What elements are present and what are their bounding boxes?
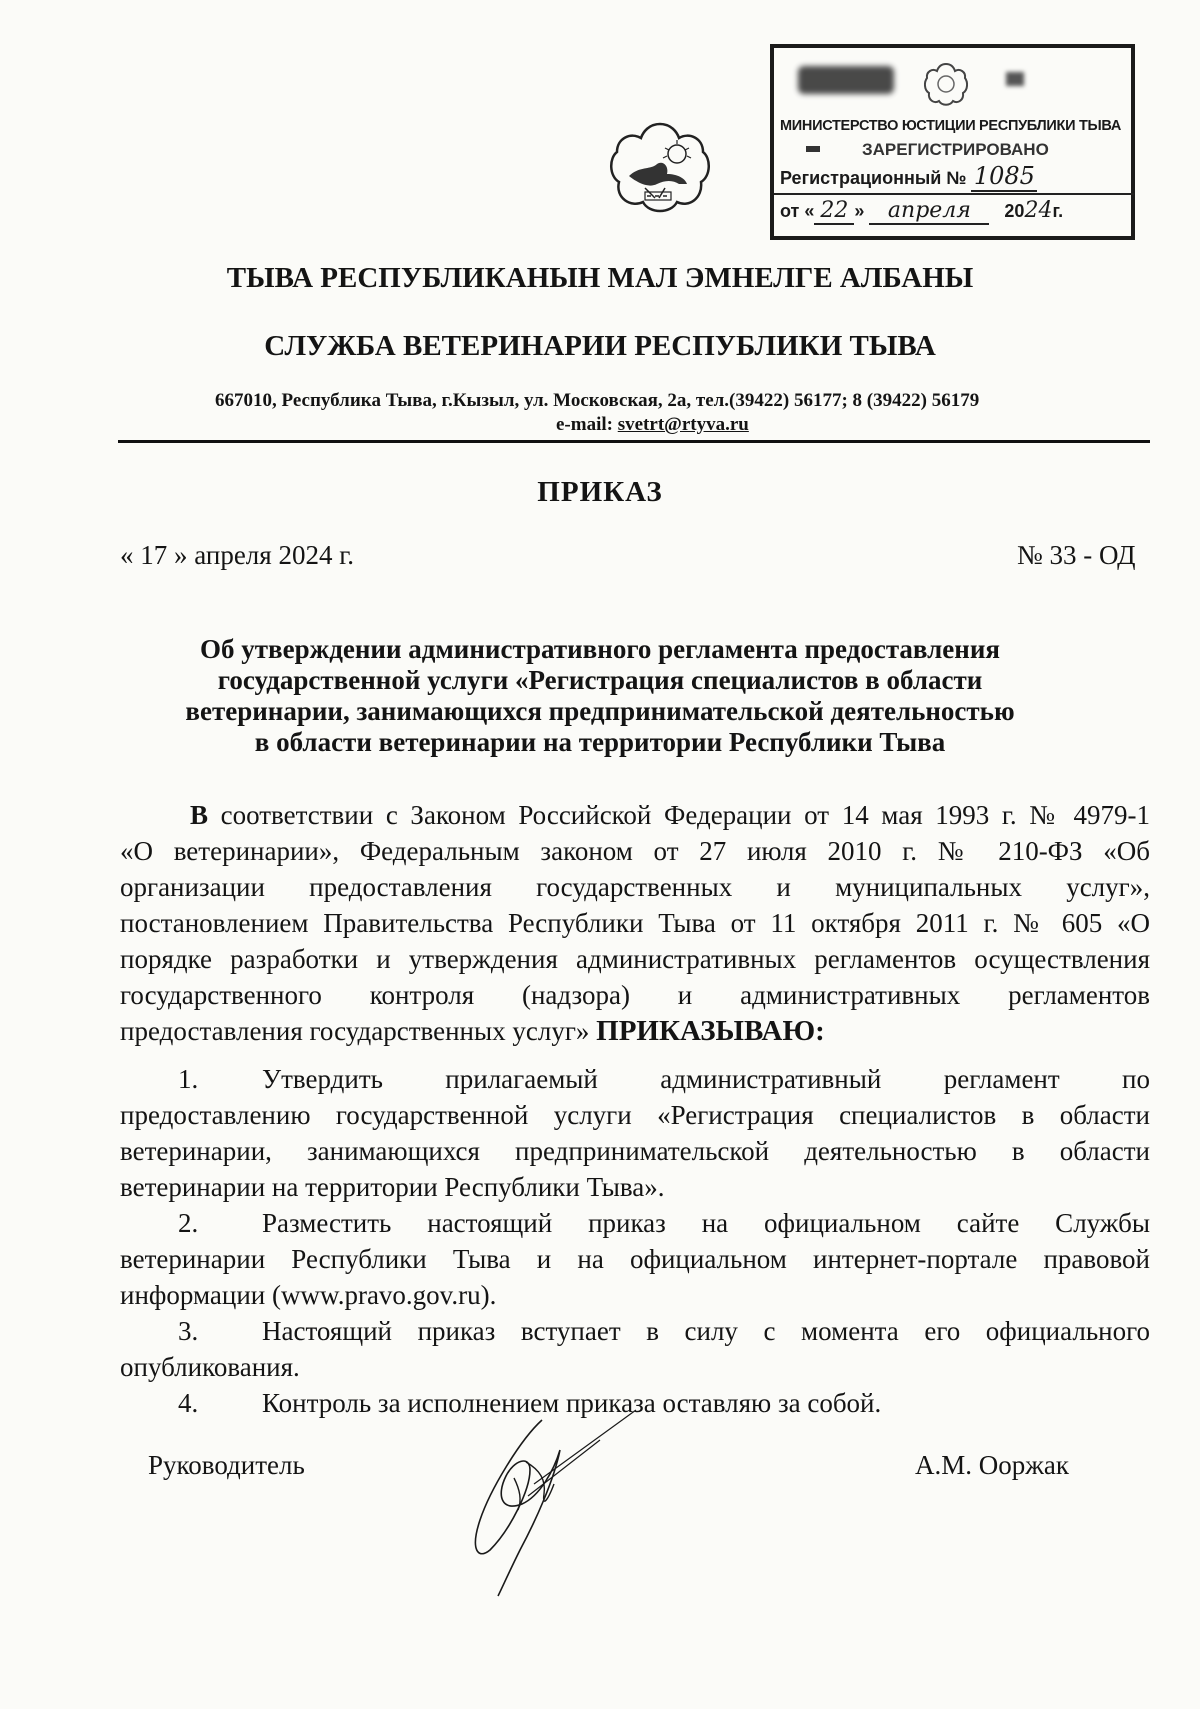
item-line: информации (www.pravo.gov.ru). bbox=[120, 1280, 497, 1310]
item-line: ветеринарии, занимающихся предпринимательской деятельностью в области bbox=[120, 1136, 1150, 1166]
stamp-blurred-mark bbox=[798, 66, 894, 94]
stamp-reg-label: Регистрационный № bbox=[780, 168, 967, 188]
doc-number: № 33 - ОД bbox=[1017, 540, 1136, 570]
preamble-line: предоставления государственных услуг» ПРИКАЗЫВАЮ: bbox=[120, 1015, 825, 1047]
header-email-label: e-mail: bbox=[556, 414, 618, 435]
order-item-1 bbox=[120, 1061, 1150, 1205]
preamble-line: «О ветеринарии», Федеральным законом от 27 июля 2010 г. № 210-ФЗ «Об bbox=[120, 836, 1150, 866]
header-title-tuvan: ТЫВА РЕСПУБЛИКАНЫН МАЛ ЭМНЕЛГЕ АЛБАНЫ bbox=[226, 262, 974, 294]
order-item-3 bbox=[120, 1313, 1150, 1385]
item-first-line: Контроль за исполнением приказа оставляю за собой. bbox=[262, 1388, 882, 1418]
doc-date: « 17 » апреля 2024 г. bbox=[120, 540, 354, 570]
stamp-year-suffix: 24 bbox=[1024, 198, 1053, 223]
stamp-small-mark bbox=[1006, 72, 1024, 86]
stamp-date-row bbox=[780, 198, 1063, 225]
item-number: 4. bbox=[178, 1388, 199, 1418]
stamp-registered-text: ЗАРЕГИСТРИРОВАНО bbox=[862, 140, 1049, 159]
registration-stamp bbox=[770, 44, 1135, 240]
stamp-day: 22 bbox=[820, 198, 849, 223]
stamp-year-end: г. bbox=[1052, 201, 1064, 221]
subject-line: государственной услуги «Регистрация специалистов в области bbox=[217, 665, 983, 695]
preamble-line: организации предоставления государственных и муниципальных услуг», bbox=[120, 872, 1150, 902]
item-number: 1. bbox=[178, 1064, 199, 1094]
signature-name: А.М. Ооржак bbox=[915, 1450, 1070, 1480]
order-word: ПРИКАЗЫВАЮ: bbox=[596, 1015, 825, 1047]
handwritten-signature bbox=[450, 1400, 650, 1600]
item-first-line: Разместить настоящий приказ на официальном сайте Службы bbox=[262, 1208, 1150, 1238]
subject-line: Об утверждении административного регламента предоставления bbox=[200, 634, 1000, 664]
preamble-line: государственного контроля (надзора) и административных регламентов bbox=[120, 980, 1150, 1010]
item-line: ветеринарии на территории Республики Тыва». bbox=[120, 1172, 665, 1202]
stamp-date-prefix: от « bbox=[780, 201, 815, 221]
item-line: предоставлению государственной услуги «Регистрация специалистов в области bbox=[120, 1100, 1150, 1130]
item-line: ветеринарии Республики Тыва и на официальном интернет-портале правовой bbox=[120, 1244, 1150, 1274]
order-item-2 bbox=[120, 1205, 1150, 1313]
doc-subject bbox=[0, 634, 1200, 758]
preamble-line: В соответствии с Законом Российской Федерации от 14 мая 1993 г. № 4979-1 bbox=[190, 800, 1150, 830]
item-first-line: Настоящий приказ вступает в силу с момента его официального bbox=[262, 1316, 1150, 1346]
stamp-ministry-text: МИНИСТЕРСТВО ЮСТИЦИИ РЕСПУБЛИКИ ТЫВА bbox=[780, 118, 1122, 134]
preamble bbox=[120, 797, 1150, 1049]
stamp-dash-mark bbox=[806, 146, 820, 152]
header-email-link[interactable]: svetrt@rtyva.ru bbox=[617, 414, 749, 435]
stamp-day-suffix: » bbox=[854, 201, 865, 221]
coat-of-arms-emblem bbox=[605, 118, 715, 218]
item-number: 2. bbox=[178, 1208, 199, 1238]
stamp-separator-line bbox=[774, 193, 1134, 195]
header-divider bbox=[118, 440, 1150, 443]
item-number: 3. bbox=[178, 1316, 199, 1346]
header-title-russian: СЛУЖБА ВЕТЕРИНАРИИ РЕСПУБЛИКИ ТЫВА bbox=[264, 330, 936, 362]
subject-line: в области ветеринарии на территории Республики Тыва bbox=[254, 727, 946, 757]
stamp-reg-number: 1085 bbox=[973, 162, 1035, 190]
doc-type: ПРИКАЗ bbox=[537, 476, 663, 508]
stamp-emblem-icon bbox=[922, 60, 970, 108]
header-address: 667010, Республика Тыва, г.Кызыл, ул. Московская, 2а, тел.(39422) 56177; 8 (39422) 56179 bbox=[215, 390, 980, 411]
order-items bbox=[120, 1061, 1150, 1421]
preamble-line: порядке разработки и утверждения административных регламентов осуществления bbox=[120, 944, 1150, 974]
stamp-month: апреля bbox=[887, 198, 971, 223]
header-email-row bbox=[556, 414, 749, 436]
stamp-reg-number-row bbox=[780, 162, 1037, 192]
preamble-first-letter: В bbox=[190, 800, 209, 830]
signature-position: Руководитель bbox=[148, 1450, 305, 1480]
item-first-line: Утвердить прилагаемый административный регламент по bbox=[262, 1064, 1150, 1094]
stamp-year-prefix: 20 bbox=[1004, 201, 1025, 221]
item-line: опубликования. bbox=[120, 1352, 300, 1382]
subject-line: ветеринарии, занимающихся предпринимательской деятельностью bbox=[185, 696, 1015, 726]
preamble-line: постановлением Правительства Республики Тыва от 11 октября 2011 г. № 605 «О bbox=[120, 908, 1150, 938]
